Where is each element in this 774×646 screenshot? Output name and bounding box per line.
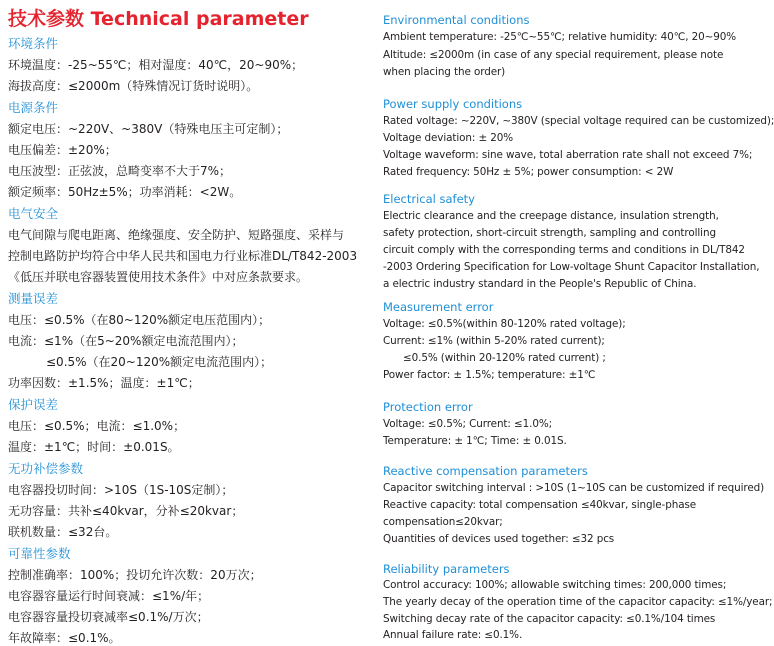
- power-line-en: Voltage deviation: ± 20%: [383, 132, 514, 144]
- safety-line-en: a electric industry standard in the People's Republic of China.: [383, 278, 697, 290]
- safety-heading-cn: 电气安全: [8, 206, 59, 221]
- protection-line-en: Voltage: ≤0.5%; Current: ≤1.0%;: [383, 418, 553, 430]
- power-line-cn: 电压偏差：±20%；: [8, 143, 117, 157]
- env-line-en: when placing the order): [383, 66, 506, 78]
- reliability-heading-en: Reliability parameters: [383, 562, 510, 576]
- protection-line-cn: 电压：≤0.5%；电流：≤1.0%；: [8, 419, 186, 433]
- safety-line-cn: 控制电路防护均符合中华人民共和国电力行业标准DL/T842-2003: [8, 249, 358, 263]
- reactive-line-cn: 无功容量：共补≤40kvar，分补≤20kvar；: [8, 504, 244, 518]
- measurement-heading-en: Measurement error: [383, 300, 494, 314]
- reactive-heading-cn: 无功补偿参数: [8, 461, 84, 476]
- env-heading-en: Environmental conditions: [383, 13, 530, 27]
- safety-line-en: safety protection, short-circuit strength, sampling and controlling: [383, 227, 716, 239]
- power-line-cn: 额定频率：50Hz±5%；功率消耗：<2W。: [8, 185, 242, 199]
- measurement-line-en: Voltage: ≤0.5%(within 80-120% rated voltage);: [383, 318, 626, 330]
- safety-line-cn: 《低压并联电容器装置使用技术条件》中对应条款要求。: [8, 270, 309, 284]
- reliability-heading-cn: 可靠性参数: [8, 546, 71, 561]
- env-heading-cn: 环境条件: [8, 36, 59, 51]
- reliability-line-en: Control accuracy: 100%; allowable switching times: 200,000 times;: [383, 579, 727, 591]
- measurement-heading-cn: 测量误差: [8, 291, 59, 306]
- power-heading-en: Power supply conditions: [383, 97, 523, 111]
- reliability-line-cn: 年故障率：≤0.1%。: [8, 631, 121, 645]
- env-line-en: Altitude: ≤2000m (in case of any special requirement, please note: [383, 49, 724, 61]
- power-line-en: Voltage waveform: sine wave, total aberration rate shall not exceed 7%;: [383, 149, 753, 161]
- reliability-line-en: Annual failure rate: ≤0.1%.: [383, 629, 523, 641]
- safety-line-en: Electric clearance and the creepage distance, insulation strength,: [383, 210, 719, 222]
- reactive-line-cn: 联机数量：≤32台。: [8, 525, 118, 539]
- measurement-line-cn: 功率因数：±1.5%；温度：±1℃；: [8, 376, 200, 390]
- measurement-line-cn: ≤0.5%（在20~120%额定电流范围内）；: [46, 355, 273, 369]
- reactive-line-en: Capacitor switching interval : >10S (1~10S can be customized if required): [383, 482, 765, 494]
- reactive-line-en: compensation≤20kvar;: [383, 516, 503, 528]
- power-line-en: Rated voltage: ~220V, ~380V (special voltage required can be customized);: [383, 115, 774, 127]
- reactive-line-en: Reactive capacity: total compensation ≤40kvar, single-phase: [383, 499, 697, 511]
- env-line-cn: 环境温度：-25~55℃；相对湿度：40℃，20~90%；: [8, 58, 304, 72]
- power-line-cn: 电压波型：正弦波，总畸变率不大于7%；: [8, 164, 232, 178]
- reliability-line-en: Switching decay rate of the capacitor capacity: ≤0.1%/104 times: [383, 613, 716, 625]
- reliability-line-en: The yearly decay of the operation time of the capacitor capacity: ≤1%/year;: [383, 596, 773, 608]
- env-line-cn: 海拔高度：≤2000m（特殊情况订货时说明）。: [8, 79, 259, 93]
- protection-line-en: Temperature: ± 1℃; Time: ± 0.01S.: [383, 435, 567, 447]
- protection-heading-cn: 保护误差: [8, 397, 59, 412]
- measurement-line-en: Power factor: ± 1.5%; temperature: ±1℃: [383, 369, 596, 381]
- reactive-heading-en: Reactive compensation parameters: [383, 464, 588, 478]
- page-title: 技术参数 Technical parameter: [8, 8, 309, 30]
- protection-line-cn: 温度：±1℃；时间：±0.01S。: [8, 440, 180, 454]
- reliability-line-cn: 电容器容量运行时间衰减：≤1%/年；: [8, 589, 210, 603]
- reactive-line-en: Quantities of devices used together: ≤32 pcs: [383, 533, 615, 545]
- reactive-line-cn: 电容器投切时间：>10S（1S-10S定制）；: [8, 483, 234, 497]
- safety-line-en: -2003 Ordering Specification for Low-voltage Shunt Capacitor Installation,: [383, 261, 760, 273]
- safety-line-cn: 电气间隙与爬电距离、绝缘强度、安全防护、短路强度、采样与: [8, 228, 345, 242]
- reliability-line-cn: 电容器容量投切衰减率≤0.1%/万次；: [8, 610, 209, 624]
- power-line-cn: 额定电压：~220V、~380V（特殊电压主可定制）；: [8, 122, 289, 136]
- measurement-line-cn: 电压：≤0.5%（在80~120%额定电压范围内）；: [8, 313, 271, 327]
- power-heading-cn: 电源条件: [8, 100, 59, 115]
- measurement-line-en: ≤0.5% (within 20-120% rated current) ;: [403, 352, 606, 364]
- reliability-line-cn: 控制准确率：100%；投切允许次数：20万次；: [8, 568, 262, 582]
- env-line-en: Ambient temperature: -25℃~55℃; relative humidity: 40℃, 20~90%: [383, 31, 737, 43]
- measurement-line-en: Current: ≤1% (within 5-20% rated current);: [383, 335, 605, 347]
- protection-heading-en: Protection error: [383, 400, 473, 414]
- power-line-en: Rated frequency: 50Hz ± 5%; power consumption: < 2W: [383, 166, 674, 178]
- measurement-line-cn: 电流：≤1%（在5~20%额定电流范围内）；: [8, 334, 244, 348]
- safety-line-en: circuit comply with the corresponding terms and conditions in DL/T842: [383, 244, 745, 256]
- safety-heading-en: Electrical safety: [383, 192, 475, 206]
